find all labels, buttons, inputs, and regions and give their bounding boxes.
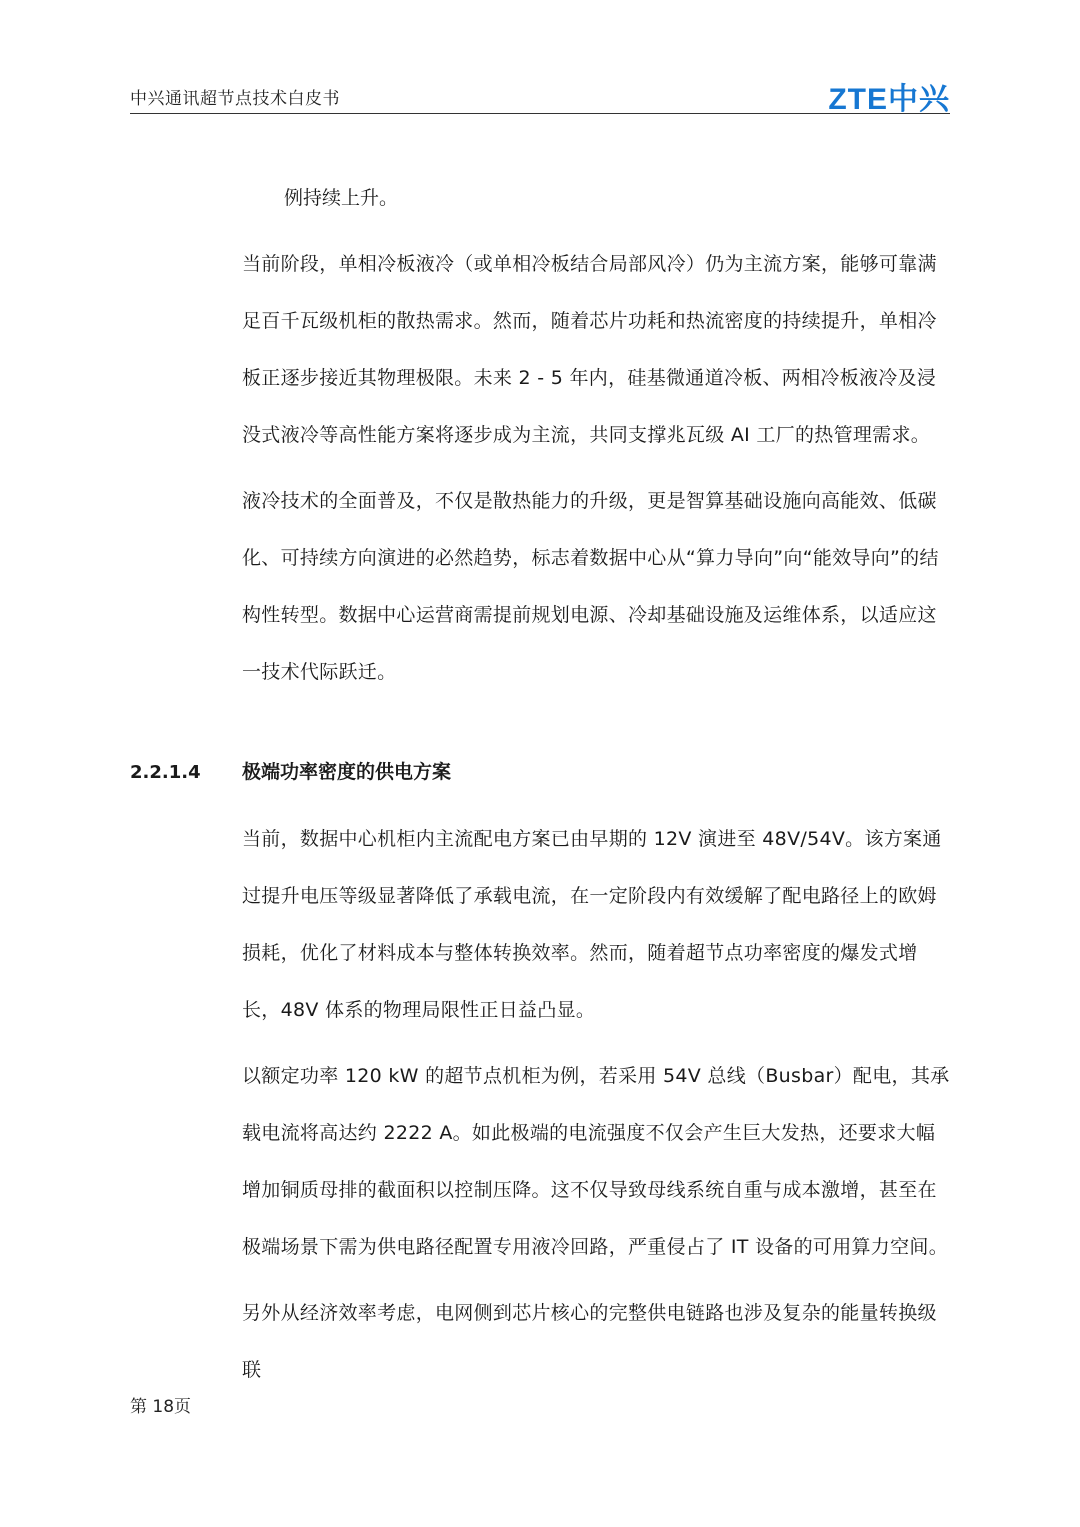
paragraph: 以额定功率 120 kW 的超节点机柜为例，若采用 54V 总线（Busbar）配电，其承载电流将高达约 2222 A。如此极端的电流强度不仅会产生巨大发热，还要求大幅增加铜质母排的截面积以控制压降。这不仅导致母线系统自重与成本激增，甚至在极端场景下需为供电路径配置专用液冷回路，严重侵占了 IT 设备的可用算力空间。	[242, 1065, 950, 1258]
section-title: 极端功率密度的供电方案	[242, 761, 452, 783]
paragraph: 当前阶段，单相冷板液冷（或单相冷板结合局部风冷）仍为主流方案，能够可靠满足百千瓦级机柜的散热需求。然而，随着芯片功耗和热流密度的持续提升，单相冷板正逐步接近其物理极限。未来 2 - 5 年内，硅基微通道冷板、两相冷板液冷及浸没式液冷等高性能方案将逐步成为主流，共同支撑兆瓦级 AI 工厂的热管理需求。	[242, 253, 937, 446]
section-number: 2.2.1.4	[130, 762, 201, 783]
paragraph: 另外从经济效率考虑，电网侧到芯片核心的完整供电链路也涉及复杂的能量转换级联	[242, 1302, 937, 1381]
header-divider	[130, 113, 950, 114]
zte-logo: ZTE中兴	[828, 83, 950, 116]
continuation-line: 例持续上升。	[284, 187, 399, 209]
paragraph: 当前，数据中心机柜内主流配电方案已由早期的 12V 演进至 48V/54V。该方案通过提升电压等级显著降低了承载电流，在一定阶段内有效缓解了配电路径上的欧姆损耗，优化了材料成本与整体转换效率。然而，随着超节点功率密度的爆发式增长，48V 体系的物理局限性正日益凸显。	[242, 828, 942, 1021]
page-number: 第 18页	[130, 1397, 192, 1417]
document-title: 中兴通讯超节点技术白皮书	[130, 89, 340, 109]
paragraph: 液冷技术的全面普及，不仅是散热能力的升级，更是智算基础设施向高能效、低碳化、可持续方向演进的必然趋势，标志着数据中心从“算力导向”向“能效导向”的结构性转型。数据中心运营商需提前规划电源、冷却基础设施及运维体系，以适应这一技术代际跃迁。	[242, 490, 939, 683]
